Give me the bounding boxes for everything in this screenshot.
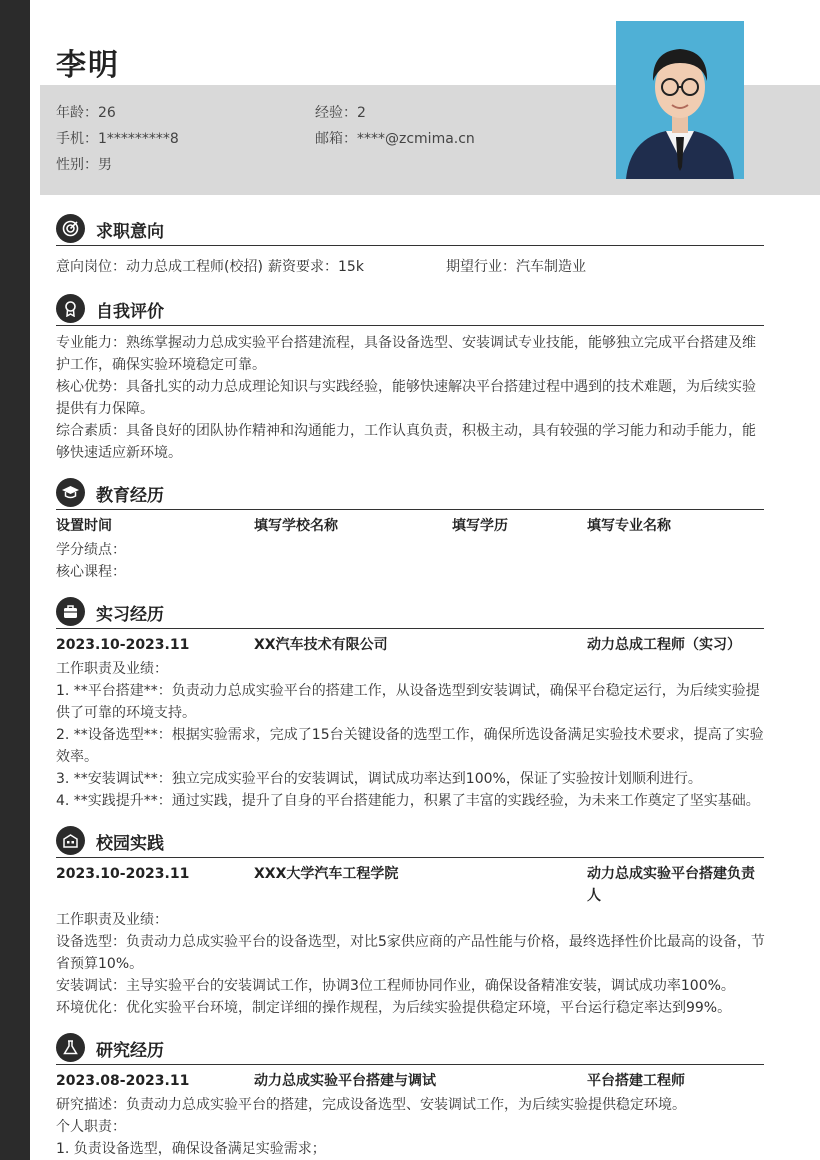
- education-time: 设置时间: [56, 518, 112, 534]
- intent-position: 意向岗位：动力总成工程师(校招): [56, 259, 263, 275]
- section-title-education: 教育经历: [96, 486, 164, 506]
- portrait-illustration: [616, 21, 744, 179]
- section-title-research: 研究经历: [96, 1041, 164, 1061]
- campus-role: 动力总成实验平台搭建负责人: [587, 866, 755, 904]
- research-project: 动力总成实验平台搭建与调试: [254, 1073, 436, 1089]
- intent-industry: 期望行业：汽车制造业: [446, 259, 586, 275]
- education-courses: 核心课程：: [56, 564, 126, 580]
- flask-icon: [56, 1033, 85, 1062]
- research-role: 平台搭建工程师: [587, 1073, 685, 1089]
- left-sidebar: [0, 0, 30, 1160]
- internship-company: XX汽车技术有限公司: [254, 637, 388, 653]
- research-line: 1. 负责设备选型，确保设备满足实验需求；: [56, 1141, 326, 1157]
- section-header-intent: [56, 214, 764, 246]
- info-age: 年龄：26: [56, 105, 116, 121]
- campus-time: 2023.10-2023.11: [56, 866, 190, 882]
- research-line: 个人职责：: [56, 1119, 126, 1135]
- info-email: 邮箱：****@zcmima.cn: [315, 131, 475, 147]
- internship-line: 3. **安装调试**：独立完成实验平台的安装调试，调试成功率达到100%，保证了实验按计划顺利进行。: [56, 771, 702, 787]
- section-title-intent: 求职意向: [96, 222, 164, 242]
- graduation-cap-icon: [56, 478, 85, 507]
- campus-org: XXX大学汽车工程学院: [254, 866, 399, 882]
- self-eval-line: 专业能力：熟练掌握动力总成实验平台搭建流程，具备设备选型、安装调试专业技能，能够独立完成平台搭建及维护工作，确保实验环境稳定可靠。: [56, 335, 756, 373]
- briefcase-icon: [56, 597, 85, 626]
- internship-line: 2. **设备选型**：根据实验需求，完成了15台关键设备的选型工作，确保所选设备满足实验技术要求，提高了实验效率。: [56, 727, 764, 765]
- education-school: 填写学校名称: [254, 518, 338, 534]
- internship-line: 4. **实践提升**：通过实践，提升了自身的平台搭建能力，积累了丰富的实践经验，为未来工作奠定了坚实基础。: [56, 793, 760, 809]
- target-icon: [56, 214, 85, 243]
- section-header-internship: [56, 597, 764, 629]
- section-title-self-eval: 自我评价: [96, 302, 164, 322]
- internship-role: 动力总成工程师（实习）: [587, 637, 741, 653]
- intent-salary: 薪资要求：15k: [268, 259, 364, 275]
- campus-line: 设备选型：负责动力总成实验平台的设备选型，对比5家供应商的产品性能与价格，最终选择性价比最高的设备，节省预算10%。: [56, 934, 765, 972]
- internship-line: 工作职责及业绩：: [56, 661, 168, 677]
- award-icon: [56, 294, 85, 323]
- building-icon: [56, 826, 85, 855]
- internship-line: 1. **平台搭建**：负责动力总成实验平台的搭建工作，从设备选型到安装调试，确保平台稳定运行，为后续实验提供了可靠的环境支持。: [56, 683, 760, 721]
- self-eval-line: 综合素质：具备良好的团队协作精神和沟通能力，工作认真负责，积极主动，具有较强的学习能力和动手能力，能够快速适应新环境。: [56, 423, 756, 461]
- education-degree: 填写学历: [452, 518, 508, 534]
- campus-line: 安装调试：主导实验平台的安装调试工作，协调3位工程师协同作业，确保设备精准安装，调试成功率100%。: [56, 978, 735, 994]
- research-line: 研究描述：负责动力总成实验平台的搭建，完成设备选型、安装调试工作，为后续实验提供稳定环境。: [56, 1097, 686, 1113]
- self-eval-text: [56, 332, 766, 464]
- section-header-research: [56, 1033, 764, 1065]
- info-experience: 经验：2: [315, 105, 366, 121]
- campus-line: 工作职责及业绩：: [56, 912, 168, 928]
- research-time: 2023.08-2023.11: [56, 1073, 190, 1089]
- profile-photo: [616, 21, 744, 179]
- education-gpa: 学分绩点：: [56, 542, 126, 558]
- internship-details: [56, 658, 766, 812]
- candidate-name: 李明: [56, 48, 120, 83]
- info-gender: 性别：男: [56, 157, 112, 173]
- research-details: [56, 1094, 766, 1160]
- education-major: 填写专业名称: [587, 518, 671, 534]
- section-title-internship: 实习经历: [96, 605, 164, 625]
- internship-time: 2023.10-2023.11: [56, 637, 190, 653]
- campus-details: [56, 909, 766, 1019]
- section-header-campus: [56, 826, 764, 858]
- info-phone: 手机：1*********8: [56, 131, 179, 147]
- section-header-education: [56, 478, 764, 510]
- section-title-campus: 校园实践: [96, 834, 164, 854]
- self-eval-line: 核心优势：具备扎实的动力总成理论知识与实践经验，能够快速解决平台搭建过程中遇到的技术难题，为后续实验提供有力保障。: [56, 379, 756, 417]
- section-header-self-eval: [56, 294, 764, 326]
- campus-line: 环境优化：优化实验平台环境，制定详细的操作规程，为后续实验提供稳定环境，平台运行稳定率达到99%。: [56, 1000, 732, 1016]
